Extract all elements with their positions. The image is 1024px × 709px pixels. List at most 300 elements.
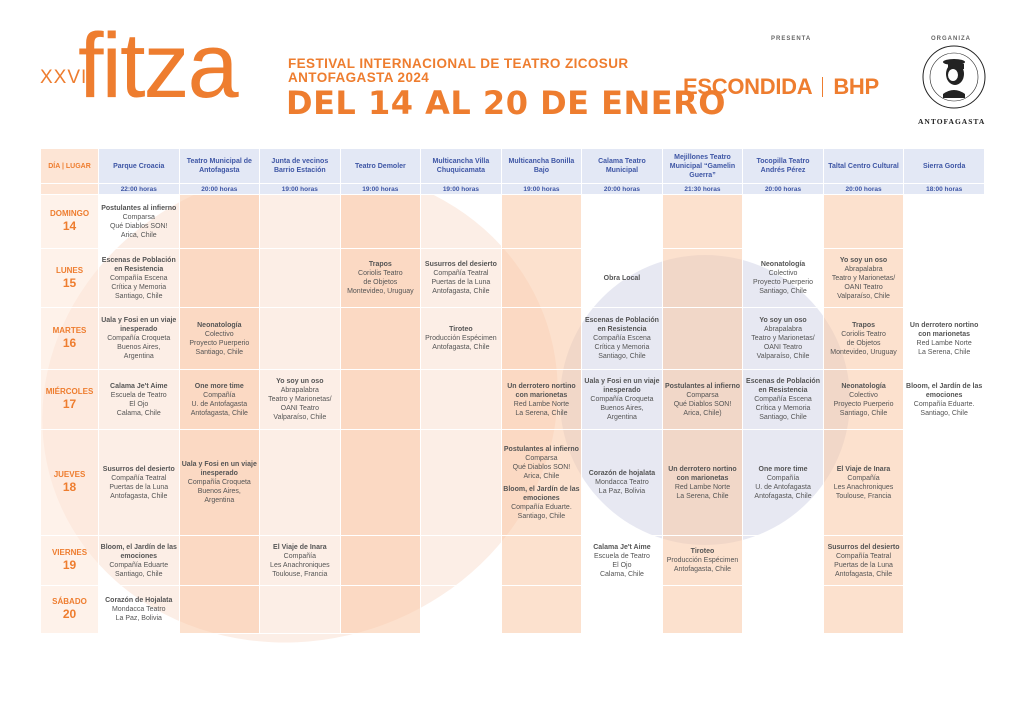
schedule-cell [501, 195, 582, 249]
schedule-cell [260, 430, 341, 536]
schedule-cell [179, 430, 260, 536]
show-detail: Producción Espécimen [425, 335, 497, 342]
day-number: 16 [62, 336, 77, 350]
show-detail: Compañía [203, 391, 236, 399]
show-title: El Viaje de Inara [273, 543, 327, 551]
show-title: Trapos [852, 321, 876, 329]
show-entry [744, 258, 822, 298]
schedule-cell [904, 586, 985, 634]
schedule-cell [179, 308, 260, 370]
show-detail: Compañía Escena [109, 274, 168, 282]
show-detail: U. de Antofagasta [191, 400, 248, 408]
show-detail: Arica, Chile [523, 472, 560, 480]
schedule-cell [501, 586, 582, 634]
show-detail: Colectivo [849, 391, 878, 399]
festival-dates: DEL 14 AL 20 DE ENERO [286, 84, 726, 122]
day-label-cell [41, 536, 99, 586]
show-title: Bloom, el Jardín de las emociones [100, 543, 177, 560]
day-name: MIÉRCOLES [45, 387, 94, 396]
show-detail: Teatro y Marionetas/ [268, 396, 332, 403]
schedule-cell [582, 536, 663, 586]
show-entry [664, 463, 742, 503]
schedule-cell [421, 308, 502, 370]
show-title: Escenas de Población en Resistencia [584, 317, 659, 333]
schedule-cell [904, 536, 985, 586]
schedule-cell [582, 195, 663, 249]
show-detail: U. de Antofagasta [755, 483, 811, 491]
schedule-cell [662, 536, 743, 586]
show-detail: Santiago, Chile [759, 288, 807, 295]
day-row [41, 586, 985, 634]
show-detail: Comparsa [686, 391, 719, 399]
venue-time-5: 19:00 horas [421, 184, 502, 195]
day-label-cell [41, 308, 99, 370]
schedule-body [41, 195, 985, 634]
show-entry [181, 380, 259, 420]
venue-header-5: Multicancha Villa Chuquicamata [421, 149, 502, 184]
show-title: Postulantes al infierno [503, 445, 579, 453]
show-detail: Buenos Aires, [117, 344, 161, 351]
venue-time-7: 20:00 horas [582, 184, 663, 195]
schedule-cell [260, 308, 341, 370]
venue-header-1: Parque Croacia [99, 149, 180, 184]
show-entry [422, 323, 500, 354]
schedule-cell [179, 195, 260, 249]
show-detail: Mondacca Teatro [595, 479, 649, 486]
show-title: Uala y Fosi en un viaje inesperado [181, 461, 257, 477]
show-title: Postulantes al infierno [664, 382, 741, 390]
show-entry [503, 380, 581, 420]
show-title: Tiroteo [449, 326, 473, 333]
schedule-cell [260, 195, 341, 249]
schedule-cell [260, 586, 341, 634]
festival-subtitle-2: ANTOFAGASTA 2024 [288, 70, 430, 85]
schedule-cell [421, 370, 502, 430]
schedule-cell [501, 370, 582, 430]
schedule-cell [421, 586, 502, 634]
show-detail: Coriolis Teatro [358, 270, 403, 277]
organizer-seal-icon [921, 44, 987, 110]
show-entry [503, 443, 581, 483]
show-title: Trapos [368, 261, 392, 268]
show-entry [100, 594, 178, 625]
day-number: 17 [62, 397, 77, 411]
schedule-cell [340, 430, 421, 536]
schedule-cell [904, 308, 985, 370]
schedule-cell [99, 586, 180, 634]
show-detail: Compañía Teatral [433, 270, 489, 277]
show-title: Yo soy un oso [276, 378, 324, 385]
show-entry [503, 483, 581, 523]
sponsor-divider [822, 77, 823, 97]
show-detail: Calama, Chile [599, 570, 644, 578]
schedule-cell [582, 430, 663, 536]
schedule-cell [662, 249, 743, 308]
show-title: Uala y Fosi en un viaje inesperado [101, 317, 177, 333]
schedule-cell [582, 249, 663, 308]
show-detail: Montevideo, Uruguay [830, 348, 897, 356]
show-detail: Compañía [766, 474, 800, 482]
show-detail: Santiago, Chile [839, 409, 888, 417]
show-detail: Antofagasta, Chile [673, 566, 732, 573]
day-row [41, 195, 985, 249]
show-detail: Toulouse, Francia [835, 492, 892, 500]
show-detail: Comparsa [525, 454, 558, 462]
show-entry [100, 202, 178, 242]
show-detail: Producción Espécimen [666, 557, 739, 564]
show-detail: Valparaíso, Chile [837, 292, 890, 300]
schedule-cell [501, 308, 582, 370]
show-entry [100, 541, 178, 581]
schedule-cell [662, 430, 743, 536]
show-entry [825, 254, 903, 303]
show-entry [664, 545, 742, 576]
festival-subtitle-1: FESTIVAL INTERNACIONAL DE TEATRO ZICOSUR [288, 56, 629, 71]
show-title: Yo soy un oso [839, 256, 888, 264]
show-detail: Red Lambe Norte [674, 483, 731, 491]
schedule-cell [340, 536, 421, 586]
organizer-city: ANTOFAGASTA [918, 117, 986, 126]
schedule-cell [179, 249, 260, 308]
day-name: SÁBADO [52, 597, 87, 606]
show-title: Susurros del desierto [827, 543, 900, 551]
day-name: DOMINGO [49, 209, 90, 218]
schedule-cell [743, 370, 824, 430]
show-detail: OANI Teatro [763, 344, 803, 351]
show-detail: Compañía Escena [754, 396, 812, 403]
show-title: Un derrotero nortino con marionetas [909, 321, 979, 338]
schedule-cell [743, 249, 824, 308]
day-label-cell [41, 430, 99, 536]
show-detail: La Paz, Bolivia [115, 615, 162, 622]
show-detail: Crítica y Memoria [594, 344, 650, 351]
presenta-label: PRESENTA [771, 36, 812, 42]
edition-label: XXVI [40, 67, 88, 88]
show-detail: Mondacca Teatro [111, 606, 166, 613]
schedule-cell [340, 308, 421, 370]
show-detail: Teatro y Marionetas/ [831, 274, 896, 282]
show-entry [825, 541, 903, 581]
show-title: Calama Je't Aime [593, 543, 651, 551]
show-detail: Abrapalabra [280, 387, 319, 394]
show-title: Corazón de Hojalata [105, 597, 173, 604]
corner-time-cell [41, 184, 99, 195]
schedule-cell [904, 195, 985, 249]
schedule-cell [582, 370, 663, 430]
venue-time-10: 20:00 horas [823, 184, 904, 195]
show-title: Susurros del desierto [424, 261, 497, 268]
show-detail: La Serena, Chile [676, 492, 729, 500]
schedule-cell [421, 249, 502, 308]
show-title: Escenas de Población en Resistencia [746, 378, 820, 394]
show-detail: El Ojo [129, 400, 149, 408]
venue-time-8: 21:30 horas [662, 184, 743, 195]
day-row [41, 536, 985, 586]
show-title: Obra Local [603, 274, 641, 282]
show-detail: Compañía Escena [593, 335, 651, 342]
show-detail: Colectivo [204, 330, 234, 338]
show-entry [100, 314, 178, 363]
show-entry [583, 314, 661, 363]
venue-header-4: Teatro Demoler [340, 149, 421, 184]
venue-header-10: Taltal Centro Cultural [823, 149, 904, 184]
show-entry [583, 541, 661, 581]
show-entry [905, 380, 983, 420]
schedule-cell [340, 249, 421, 308]
show-detail: Teatro y Marionetas/ [751, 335, 815, 342]
show-detail: Arica, Chile) [683, 409, 722, 417]
show-detail: Abrapalabra [844, 265, 883, 273]
show-detail: de Objetos [846, 339, 881, 347]
show-detail: Santiago, Chile [517, 512, 566, 520]
show-detail: Antofagasta, Chile [110, 492, 168, 500]
show-title: One more time [194, 382, 244, 390]
show-entry [744, 463, 822, 503]
venue-header-2: Teatro Municipal de Antofagasta [179, 149, 260, 184]
schedule-cell [421, 430, 502, 536]
show-detail: Proyecto Puerperio [753, 279, 813, 286]
organiza-label: ORGANIZA [931, 36, 971, 42]
venue-header-6: Multicancha Bonilla Bajo [501, 149, 582, 184]
show-detail: Red Lambe Norte [916, 339, 972, 347]
day-row [41, 430, 985, 536]
day-label-cell [41, 249, 99, 308]
show-detail: La Serena, Chile [918, 348, 971, 356]
schedule-cell [904, 430, 985, 536]
show-detail: Colectivo [768, 270, 798, 277]
show-title: Neonatología [760, 261, 806, 268]
day-number: 20 [62, 607, 77, 621]
schedule-cell [340, 586, 421, 634]
show-detail: Santiago, Chile [195, 348, 244, 356]
schedule-cell [260, 536, 341, 586]
show-title: Susurros del desierto [102, 465, 175, 473]
schedule-cell [179, 536, 260, 586]
show-title: One more time [758, 465, 808, 473]
schedule-cell [743, 586, 824, 634]
schedule-cell [662, 195, 743, 249]
schedule-cell [260, 249, 341, 308]
show-detail: Proyecto Puerperio [189, 339, 250, 347]
show-detail: OANI Teatro [280, 405, 320, 412]
day-number: 15 [62, 275, 77, 290]
show-entry [100, 380, 178, 420]
show-detail: Qué Diablos SON! [673, 400, 732, 408]
show-detail: Puertas de la Luna [834, 561, 893, 569]
show-entry [583, 272, 661, 285]
schedule-cell [743, 430, 824, 536]
show-detail: Antofagasta, Chile [190, 409, 248, 417]
show-detail: La Paz, Bolivia [598, 488, 646, 495]
venue-header-7: Calama Teatro Municipal [582, 149, 663, 184]
show-entry [825, 380, 903, 420]
show-detail: Santiago, Chile [598, 353, 646, 360]
venue-time-9: 20:00 horas [743, 184, 824, 195]
venue-header-11: Sierra Gorda [904, 149, 985, 184]
schedule-cell [179, 586, 260, 634]
venue-time-1: 22:00 horas [99, 184, 180, 195]
corner-label: DÍA | LUGAR [41, 149, 99, 184]
show-detail: Calama, Chile [116, 409, 161, 417]
show-detail: Compañía [283, 552, 316, 560]
show-title: El Viaje de Inara [836, 465, 891, 473]
show-detail: Argentina [204, 497, 235, 504]
show-detail: Qué Diablos SON! [109, 222, 168, 230]
schedule-cell [501, 249, 582, 308]
show-detail: OANI Teatro [844, 283, 883, 291]
show-detail: Compañía Croqueta [107, 335, 171, 342]
show-detail: Compañía [847, 474, 880, 482]
show-title: Postulantes al infierno [101, 204, 177, 212]
show-entry [583, 467, 661, 498]
schedule-cell [823, 536, 904, 586]
schedule-cell [823, 195, 904, 249]
schedule-cell [99, 308, 180, 370]
show-detail: Antofagasta, Chile [432, 344, 490, 351]
show-detail: Santiago, Chile [115, 570, 163, 578]
sponsor-escondida: ESCONDIDA [683, 74, 813, 99]
sponsor-logo [683, 74, 879, 100]
schedule-cell [743, 536, 824, 586]
schedule-cell [823, 249, 904, 308]
show-entry [825, 463, 903, 503]
show-title: Neonatología [841, 382, 886, 390]
schedule-cell [340, 195, 421, 249]
show-entry [100, 254, 178, 303]
schedule-cell [823, 370, 904, 430]
show-entry [261, 375, 339, 424]
show-entry [825, 319, 903, 359]
venue-time-6: 19:00 horas [501, 184, 582, 195]
schedule-cell [823, 430, 904, 536]
show-detail: Escuela de Teatro [593, 552, 650, 560]
show-detail: Puertas de la Luna [431, 279, 491, 286]
venue-header-3: Junta de vecinos Barrio Estación [260, 149, 341, 184]
time-header-row [41, 184, 985, 195]
venue-header-9: Tocopilla Teatro Andrés Pérez [743, 149, 824, 184]
show-entry [181, 319, 259, 359]
day-row [41, 249, 985, 308]
show-detail: La Serena, Chile [515, 409, 568, 417]
day-label-cell [41, 586, 99, 634]
schedule-cell [662, 586, 743, 634]
day-name: JUEVES [53, 470, 86, 479]
schedule-cell [260, 370, 341, 430]
schedule-cell [421, 195, 502, 249]
schedule-cell [99, 430, 180, 536]
venue-time-11: 18:00 horas [904, 184, 985, 195]
show-detail: Buenos Aires, [197, 488, 241, 495]
day-row [41, 308, 985, 370]
show-detail: Abrapalabra [763, 326, 803, 333]
schedule-cell [99, 249, 180, 308]
show-detail: Antofagasta, Chile [432, 288, 490, 295]
show-title: Neonatología [197, 321, 242, 329]
show-detail: Compañía Eduarte. [913, 400, 975, 408]
schedule-cell [340, 370, 421, 430]
show-detail: Proyecto Puerperio [833, 400, 894, 408]
day-name: VIERNES [51, 548, 88, 557]
schedule-cell [99, 536, 180, 586]
schedule-cell [501, 536, 582, 586]
show-detail: Compañía Teatral [111, 474, 167, 482]
show-entry [100, 463, 178, 503]
show-entry [905, 319, 983, 359]
show-title: Bloom, el Jardín de las emociones [503, 485, 580, 502]
show-title: Yo soy un oso [759, 317, 807, 324]
show-detail: El Ojo [612, 561, 632, 569]
schedule-cell [421, 536, 502, 586]
show-detail: de Objetos [363, 279, 398, 286]
schedule-cell [823, 308, 904, 370]
show-detail: Compañía Croqueta [590, 396, 654, 403]
venue-time-4: 19:00 horas [340, 184, 421, 195]
show-detail: Compañía Teatral [835, 552, 892, 560]
schedule-cell [823, 586, 904, 634]
show-detail: Valparaíso, Chile [273, 414, 327, 421]
show-detail: Les Anachroniques [833, 483, 894, 491]
show-detail: Comparsa [122, 213, 155, 221]
show-detail: Qué Diablos SON! [512, 463, 571, 471]
show-entry [181, 458, 259, 507]
show-entry [664, 380, 742, 420]
sponsor-bhp: BHP [833, 74, 879, 99]
show-detail: Buenos Aires, [600, 405, 644, 412]
show-title: Un derrotero nortino con marionetas [668, 465, 737, 482]
day-number: 18 [62, 480, 77, 494]
show-detail: Escuela de Teatro [110, 391, 167, 399]
show-detail: Antofagasta, Chile [834, 570, 893, 578]
show-entry [744, 314, 822, 363]
show-detail: Argentina [606, 414, 637, 421]
schedule-cell [99, 195, 180, 249]
show-title: Calama Je't Aime [110, 382, 168, 390]
show-title: Escenas de Población en Resistencia [101, 256, 176, 273]
show-entry [261, 541, 339, 581]
day-name: MARTES [52, 326, 87, 335]
venue-header-row [41, 149, 985, 184]
day-row [41, 370, 985, 430]
schedule-cell [662, 308, 743, 370]
show-detail: Santiago, Chile [115, 292, 163, 300]
show-title: Uala y Fosi en un viaje inesperado [584, 378, 660, 394]
show-detail: Red Lambe Norte [513, 400, 570, 408]
schedule-cell [501, 430, 582, 536]
schedule-cell [582, 308, 663, 370]
show-detail: Antofagasta, Chile [754, 492, 812, 500]
show-entry [422, 258, 500, 298]
show-detail: Santiago, Chile [759, 414, 807, 421]
show-entry [744, 375, 822, 424]
show-detail: Toulouse, Francia [272, 570, 328, 578]
day-name: LUNES [55, 265, 84, 275]
show-detail: Argentina [123, 353, 154, 360]
show-title: Corazón de hojalata [588, 470, 656, 477]
venue-time-2: 20:00 horas [179, 184, 260, 195]
schedule-cell [904, 370, 985, 430]
venue-time-3: 19:00 horas [260, 184, 341, 195]
show-detail: Compañía Eduarte [109, 561, 169, 569]
show-detail: Les Anachroniques [270, 561, 330, 569]
show-title: Un derrotero nortino con marionetas [507, 382, 576, 399]
show-detail: Puertas de la Luna [109, 483, 169, 491]
show-detail: Valparaíso, Chile [756, 353, 810, 360]
schedule-cell [662, 370, 743, 430]
festival-logo: fitza [78, 15, 237, 117]
schedule-cell [904, 249, 985, 308]
show-detail: Crítica y Memoria [755, 405, 811, 412]
show-detail: Coriolis Teatro [841, 330, 886, 338]
